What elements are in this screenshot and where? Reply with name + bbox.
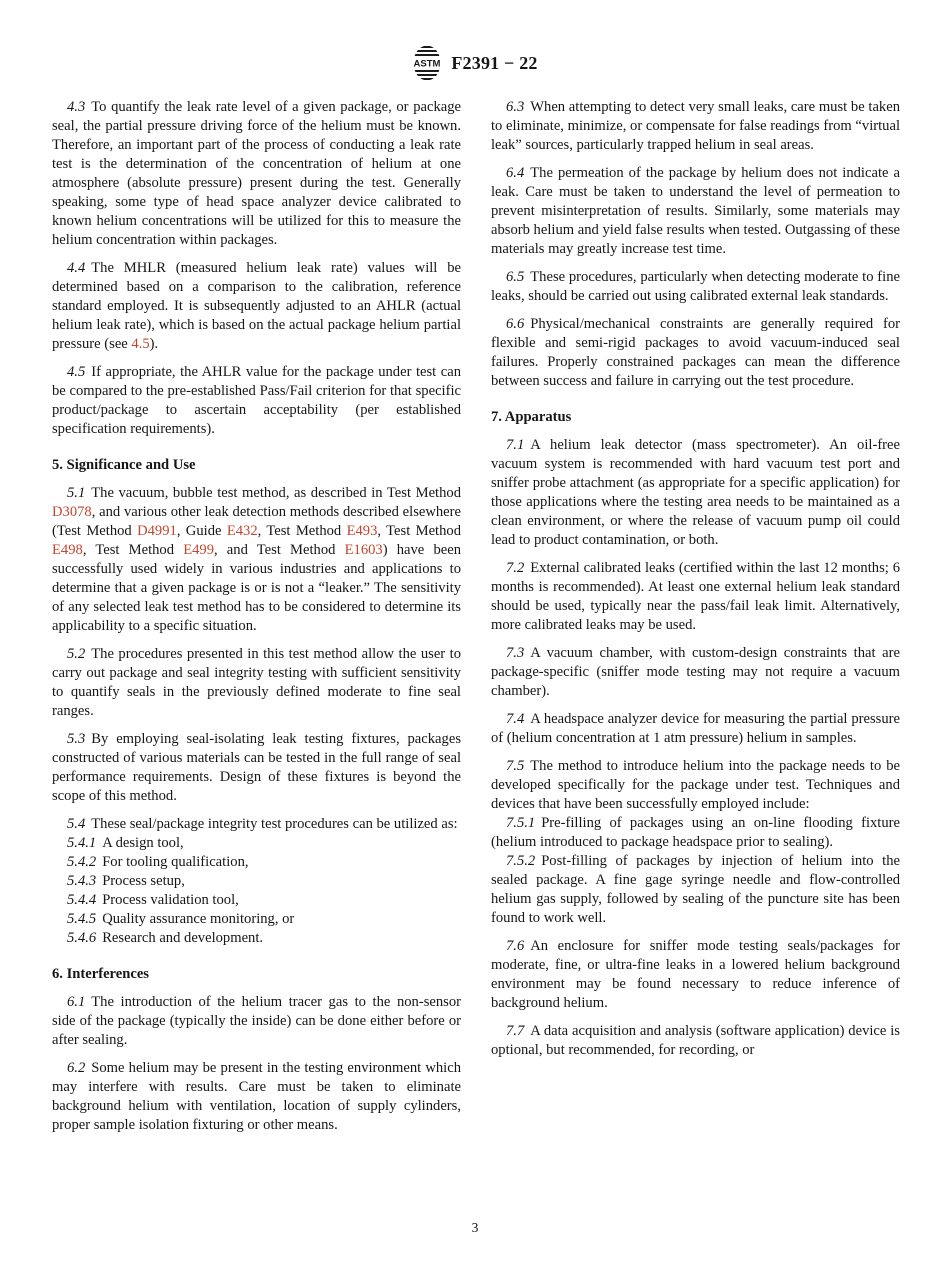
text-segment: ). <box>149 336 159 352</box>
list-item-text: Process setup, <box>102 873 185 889</box>
paragraph-7-5-1 <box>491 814 900 852</box>
paragraph-6-4 <box>491 164 900 259</box>
section-number: 7.5 <box>506 758 525 774</box>
paragraph-7-7 <box>491 1022 900 1060</box>
section-number: 5.4.2 <box>67 854 97 870</box>
section-number: 5.4.3 <box>67 873 97 889</box>
text-segment: , Test Method <box>257 523 347 539</box>
list-item-text: A design tool, <box>102 835 184 851</box>
list-item-text: Process validation tool, <box>102 892 239 908</box>
paragraph-6-3 <box>491 98 900 155</box>
paragraph-text: An enclosure for sniffer mode testing seals/packages for moderate, fine, or ultra-fine leaks in a lowered helium background environment may be found necessary to reduce inference of background helium. <box>491 938 900 1011</box>
section-number: 7.3 <box>506 645 525 661</box>
section-number: 6.5 <box>506 269 525 285</box>
right-column <box>491 98 900 1135</box>
text-segment: The MHLR (measured helium leak rate) values will be determined based on a comparison to the calibration, reference standard employed. It is subsequently adjusted to an AHLR (actual helium leak rate), which is based on the actual package helium partial pressure (see <box>52 260 461 352</box>
text-segment: , Guide <box>176 523 227 539</box>
document-number: F2391 − 22 <box>451 52 538 73</box>
list-item-text: Quality assurance monitoring, or <box>102 911 295 927</box>
paragraph-4-3 <box>52 98 461 250</box>
text-segment: The vacuum, bubble test method, as described in Test Method <box>91 485 461 501</box>
paragraph-5-1 <box>52 484 461 636</box>
paragraph-4-5 <box>52 363 461 439</box>
paragraph-7-1 <box>491 436 900 550</box>
paragraph-text: When attempting to detect very small leaks, care must be taken to eliminate, minimize, or compensate for false readings from “virtual leak” sources, particularly trapped helium in seal areas. <box>491 99 900 153</box>
section-number: 4.5 <box>67 364 86 380</box>
section-number: 6.3 <box>506 99 525 115</box>
section-number: 7.4 <box>506 711 525 727</box>
paragraph-text: If appropriate, the AHLR value for the package under test can be compared to the pre-established Pass/Fail criterion for that specific product/package to ascertain acceptability (per established specification requirements). <box>52 364 461 437</box>
paragraph-text: The method to introduce helium into the package needs to be developed specifically for the package under test. Techniques and devices that have been successfully employed include: <box>491 758 900 812</box>
list-item-5-4-5 <box>52 910 461 929</box>
list-item-5-4-2 <box>52 853 461 872</box>
paragraph-7-3 <box>491 644 900 701</box>
text-segment: , Test Method <box>82 542 184 558</box>
paragraph-4-4 <box>52 259 461 354</box>
reference-link-E432[interactable]: E432 <box>226 523 258 539</box>
paragraph-text: A data acquisition and analysis (software application) device is optional, but recommended, for recording, or <box>491 1023 900 1058</box>
paragraph-text: Post-filling of packages by injection of helium into the sealed package. A fine gage syringe needle and flow-controlled helium gas supply, followed by sealing of the puncture site has been found to work well. <box>491 853 900 926</box>
section-number: 6.4 <box>506 165 525 181</box>
paragraph-text <box>52 260 461 352</box>
paragraph-7-5 <box>491 757 900 814</box>
astm-logo-text: ASTM <box>413 58 441 70</box>
section-number: 5.2 <box>67 646 86 662</box>
paragraph-7-2 <box>491 559 900 635</box>
paragraph-text: Some helium may be present in the testing environment which may interfere with results. Care must be taken to eliminate background helium with ventilation, location of supply cylinders, proper sample isolation fixturing or other means. <box>52 1060 461 1133</box>
section-number: 5.4.6 <box>67 930 97 946</box>
list-item-text: For tooling qualification, <box>102 854 249 870</box>
section-number: 6.2 <box>67 1060 86 1076</box>
astm-logo-icon <box>412 44 442 82</box>
paragraph-text: To quantify the leak rate level of a given package, or package seal, the partial pressure driving force of the helium must be known. Therefore, an important part of the process of conducting a leak rate test is the determination of the concentration of helium at one atmosphere (absolute pressure) present during the test. Generally speaking, some type of head space analyzer device calibrated to known helium concentrations will be utilized for this to measure the helium concentration within packages. <box>52 99 461 248</box>
section-number: 5.4 <box>67 816 86 832</box>
paragraph-7-5-2 <box>491 852 900 928</box>
paragraph-5-2 <box>52 645 461 721</box>
section-number: 7.1 <box>506 437 525 453</box>
text-segment: , and various other leak detection methods described elsewhere (Test Method <box>52 504 461 539</box>
paragraph-text <box>52 485 461 634</box>
section-number: 5.4.4 <box>67 892 97 908</box>
text-segment: ) have been successfully used widely in various industries and applications to determine that a given package is or is not a “leaker.” The sensitivity of any selected leak test method has to be considered to determine its applicability to a specific situation. <box>52 542 461 634</box>
section-number: 4.4 <box>67 260 86 276</box>
reference-link-D3078[interactable]: D3078 <box>52 504 92 520</box>
two-column-body <box>0 82 950 1135</box>
reference-link-E1603[interactable]: E1603 <box>344 542 383 558</box>
paragraph-text: The permeation of the package by helium does not indicate a leak. Care must be taken to understand the level of permeation to prevent misinterpretation of results. Similarly, some materials may absorb helium and yield false results when tested. Outgassing of these materials may greatly increase test time. <box>491 165 900 257</box>
section-number: 7.6 <box>506 938 525 954</box>
reference-link-E498[interactable]: E498 <box>52 542 83 558</box>
section-heading-6: 6. Interferences <box>52 966 149 982</box>
section-heading-7: 7. Apparatus <box>491 409 572 425</box>
reference-link-E499[interactable]: E499 <box>183 542 214 558</box>
paragraph-6-1 <box>52 993 461 1050</box>
paragraph-text: A vacuum chamber, with custom-design constraints that are package-specific (sniffer mode testing may not require a vacuum chamber). <box>491 645 900 699</box>
section-number: 4.3 <box>67 99 86 115</box>
section-number: 7.2 <box>506 560 525 576</box>
reference-link-4-5[interactable]: 4.5 <box>131 336 150 352</box>
list-item-5-4-6 <box>52 929 461 948</box>
paragraph-text: The procedures presented in this test method allow the user to carry out package and seal integrity testing with sufficient sensitivity to quantify seals in the previously defined moderate to fine seal ranges. <box>52 646 461 719</box>
section-number: 7.5.1 <box>506 815 536 831</box>
section-number: 5.4.5 <box>67 911 97 927</box>
list-item-5-4-3 <box>52 872 461 891</box>
text-segment: , Test Method <box>377 523 461 539</box>
section-number: 5.1 <box>67 485 86 501</box>
paragraph-5-4 <box>52 815 461 834</box>
paragraph-text: Physical/mechanical constraints are generally required for flexible and semi-rigid packages to avoid vacuum-induced seal failures. Properly constrained packages can mean the difference between success and failure in carrying out the test procedure. <box>491 316 900 389</box>
left-column <box>52 98 461 1135</box>
section-number: 6.6 <box>506 316 525 332</box>
page-number: 3 <box>471 1220 479 1235</box>
text-segment: , and Test Method <box>214 542 345 558</box>
section-number: 5.4.1 <box>67 835 97 851</box>
paragraph-text: A headspace analyzer device for measuring the partial pressure of (helium concentration at 1 atm pressure) helium in samples. <box>491 711 900 746</box>
page-header <box>0 0 950 82</box>
paragraph-text: A helium leak detector (mass spectrometer). An oil-free vacuum system is recommended with hard vacuum test port and sniffer probe attachment (as appropriate for a specific application) for those applications where the testing area needs to be maintained as a clean environment, or where the release of vacuum pump oil could lead to product contamination, or both. <box>491 437 900 548</box>
paragraph-6-5 <box>491 268 900 306</box>
section-number: 7.5.2 <box>506 853 536 869</box>
list-item-5-4-1 <box>52 834 461 853</box>
list-item-5-4-4 <box>52 891 461 910</box>
paragraph-text: The introduction of the helium tracer gas to the non-sensor side of the package (typically the inside) can be done either before or after sealing. <box>52 994 461 1048</box>
reference-link-D4991[interactable]: D4991 <box>137 523 177 539</box>
paragraph-text: External calibrated leaks (certified within the last 12 months; 6 months is recommended). At least one external helium leak standard should be used, typically near the pass/fail leak limit. Alternatively, more calibrated leaks may be used. <box>491 560 900 633</box>
paragraph-text: By employing seal-isolating leak testing fixtures, packages constructed of various materials can be tested in the full range of seal performance requirements. Design of these fixtures is beyond the scope of this method. <box>52 731 461 804</box>
paragraph-5-3 <box>52 730 461 806</box>
paragraph-text: These procedures, particularly when detecting moderate to fine leaks, should be carried out using calibrated external leak standards. <box>491 269 900 304</box>
paragraph-6-6 <box>491 315 900 391</box>
list-item-text: Research and development. <box>102 930 264 946</box>
paragraph-7-6 <box>491 937 900 1013</box>
section-number: 7.7 <box>506 1023 525 1039</box>
section-heading-5: 5. Significance and Use <box>52 457 196 473</box>
paragraph-6-2 <box>52 1059 461 1135</box>
paragraph-text: Pre-filling of packages using an on-line flooding fixture (helium introduced to package headspace prior to sealing). <box>491 815 900 850</box>
paragraph-7-4 <box>491 710 900 748</box>
section-number: 5.3 <box>67 731 86 747</box>
reference-link-E493[interactable]: E493 <box>346 523 378 539</box>
paragraph-text: These seal/package integrity test procedures can be utilized as: <box>91 816 458 832</box>
section-number: 6.1 <box>67 994 86 1010</box>
